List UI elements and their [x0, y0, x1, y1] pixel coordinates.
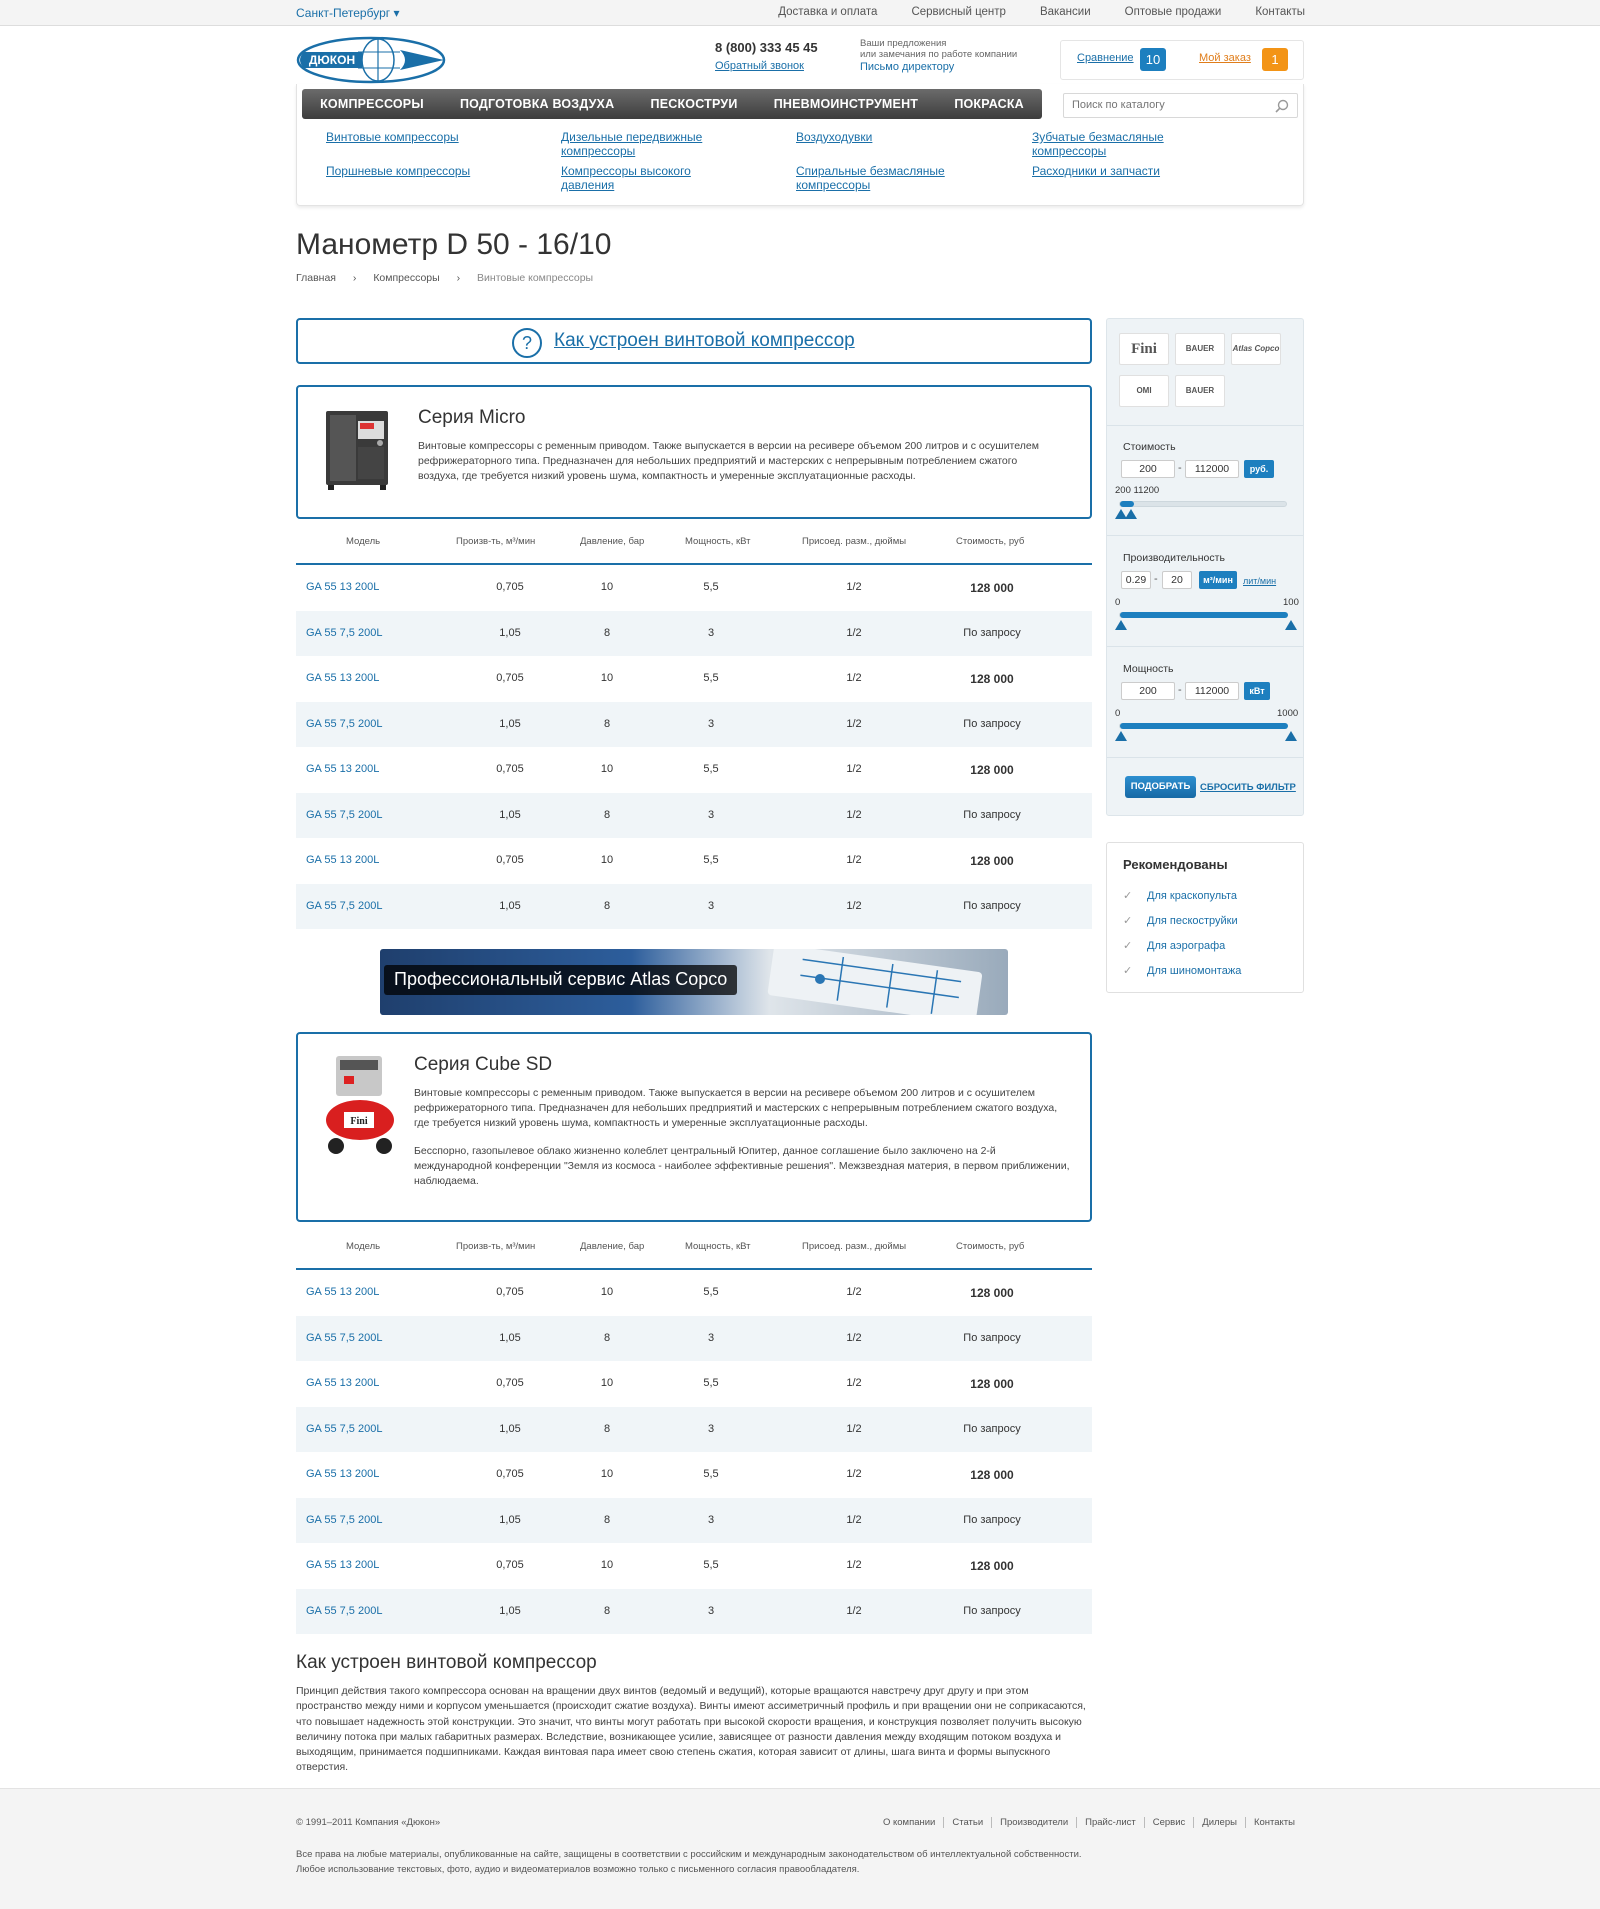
- site-logo[interactable]: [296, 36, 446, 84]
- price-cell: По запросу: [963, 808, 1021, 821]
- footer-link-producers[interactable]: Производители: [991, 1817, 1076, 1828]
- power-max: 1000: [1277, 708, 1299, 719]
- divider: [1107, 757, 1303, 758]
- series-card-micro: [296, 385, 1092, 519]
- models-table-micro: [296, 519, 1092, 929]
- svg-text:ДЮКОН: ДЮКОН: [308, 53, 356, 67]
- perf-min: 0: [1115, 597, 1121, 608]
- table-row: [296, 1543, 1092, 1589]
- size-cell: 1/2: [846, 581, 862, 593]
- order-count-badge[interactable]: 1: [1262, 48, 1288, 71]
- price-cell: 128 000: [970, 854, 1014, 868]
- brand-bauer[interactable]: BAUER: [1175, 333, 1225, 365]
- perf-slider[interactable]: [1119, 612, 1287, 618]
- col-size: Присоед. разм., дюймы: [802, 1241, 907, 1252]
- price-to-input[interactable]: 112000: [1185, 460, 1239, 478]
- breadcrumb: [296, 272, 607, 284]
- col-size: Присоед. разм., дюймы: [802, 536, 907, 547]
- pressure-cell: 10: [600, 672, 614, 684]
- footer-links: [875, 1817, 1303, 1828]
- size-cell: 1/2: [846, 1331, 862, 1344]
- main-menu-box: [296, 84, 1304, 206]
- power-min: 0: [1115, 708, 1121, 719]
- col-power: Мощность, кВт: [685, 536, 751, 547]
- top-link-delivery[interactable]: Доставка и оплата: [778, 6, 878, 18]
- price-label: Стоимость: [1123, 441, 1176, 453]
- top-link-contacts[interactable]: Контакты: [1255, 6, 1305, 18]
- dash: -: [1178, 462, 1182, 474]
- series-description-extra: Бесспорно, газопылевое облако жизненно колеблет центральный Юпитер, данное соглашение было заключено на 2-й международной конференции "Земля из космоса - наиболее эффективные решения". Межзвездная материя, в первом приближении, наблюдаема.: [414, 1145, 1070, 1187]
- pressure-cell: 10: [600, 581, 614, 593]
- footer-link-pricelist[interactable]: Прайс-лист: [1076, 1817, 1144, 1828]
- model-link[interactable]: GA 55 7,5 200L: [306, 1513, 383, 1526]
- price-cell: По запросу: [963, 626, 1021, 639]
- perf-cell: 0,705: [496, 1559, 524, 1571]
- power-cell: 5,5: [703, 1468, 719, 1480]
- size-cell: 1/2: [846, 1513, 862, 1526]
- how-it-works-button[interactable]: [296, 318, 1092, 364]
- submenu-screw[interactable]: Винтовые компрессоры: [326, 130, 459, 144]
- ideas-line2: или замечания по работе компании: [860, 49, 1018, 60]
- slider-handle-max[interactable]: [1285, 620, 1297, 630]
- submenu-diesel[interactable]: Дизельные передвижные компрессоры: [561, 130, 703, 158]
- legal-text: [296, 1847, 1082, 1877]
- model-link[interactable]: GA 55 13 200L: [306, 1377, 380, 1389]
- price-cell: По запросу: [963, 717, 1021, 730]
- section-title: Как устроен винтовой компрессор: [296, 1652, 597, 1673]
- recommended-item[interactable]: ✓ Для краскопульта: [1123, 890, 1238, 902]
- top-link-wholesale[interactable]: Оптовые продажи: [1124, 6, 1222, 18]
- series-description: Винтовые компрессоры с ременным приводом. Также выпускается в версии на ресивере объемом 200 литров и с осушителем рефрижераторного типа. Предназначен для небольших предприятий и мастерских с непрерывным потреблением сжатого воздуха, где требуется низкий уровень шума, компактность и умеренные эксплуатационные расходы.: [418, 440, 1039, 482]
- model-link[interactable]: GA 55 7,5 200L: [306, 808, 383, 821]
- crumb-separator-icon: ›: [352, 272, 357, 284]
- power-slider[interactable]: [1119, 723, 1287, 729]
- size-cell: 1/2: [846, 899, 862, 912]
- perf-cell: 1,05: [499, 1513, 521, 1526]
- perf-cell: 0,705: [496, 763, 524, 775]
- perf-cell: 1,05: [499, 1331, 521, 1344]
- check-icon: ✓: [1123, 965, 1133, 977]
- brand-atlas-copco[interactable]: Atlas Copco: [1231, 333, 1281, 365]
- power-cell: 5,5: [703, 672, 719, 684]
- pressure-cell: 8: [603, 1604, 611, 1617]
- recommended-item[interactable]: ✓ Для шиномонтажа: [1123, 965, 1242, 977]
- model-link[interactable]: GA 55 7,5 200L: [306, 1604, 383, 1617]
- callback-link[interactable]: Обратный звонок: [715, 60, 804, 72]
- compare-count-badge[interactable]: 10: [1140, 48, 1166, 71]
- footer-link-dealers[interactable]: Дилеры: [1193, 1817, 1245, 1828]
- price-cell: 128 000: [970, 1377, 1014, 1391]
- power-unit-button[interactable]: кВт: [1244, 682, 1270, 700]
- table-row: [296, 1316, 1092, 1362]
- power-cell: 5,5: [703, 581, 719, 593]
- perf-cell: 0,705: [496, 581, 524, 593]
- pressure-cell: 10: [600, 1559, 614, 1571]
- price-cell: По запросу: [963, 899, 1021, 912]
- model-link[interactable]: GA 55 13 200L: [306, 763, 380, 775]
- service-banner[interactable]: [380, 949, 1008, 1015]
- reset-filter-link[interactable]: СБРОСИТЬ ФИЛЬТР: [1200, 782, 1296, 793]
- col-performance: Произв-ть, м³/мин: [456, 536, 536, 547]
- footer: [0, 1788, 1600, 1909]
- price-from-input[interactable]: 200: [1121, 460, 1175, 478]
- nav-item-air-prep[interactable]: ПОДГОТОВКА ВОЗДУХА: [459, 97, 615, 111]
- size-cell: 1/2: [846, 672, 862, 684]
- power-cell: 3: [707, 1422, 715, 1435]
- price-cell: 128 000: [970, 763, 1014, 777]
- nav-item-compressors[interactable]: КОМПРЕССОРЫ: [320, 97, 424, 111]
- pressure-cell: 8: [603, 1513, 611, 1526]
- pressure-cell: 8: [603, 1422, 611, 1435]
- footer-link-about[interactable]: О компании: [882, 1817, 936, 1828]
- top-links: [778, 6, 1305, 18]
- nav-item-painting[interactable]: ПОКРАСКА: [954, 97, 1024, 111]
- recommended-item[interactable]: ✓ Для аэрографа: [1123, 940, 1226, 952]
- series-card-cube: [296, 1032, 1092, 1222]
- perf-max: 100: [1283, 597, 1299, 608]
- price-cell: По запросу: [963, 1422, 1021, 1435]
- city-selector[interactable]: Санкт-Петербург ▾: [296, 6, 400, 20]
- power-cell: 3: [707, 626, 715, 639]
- size-cell: 1/2: [846, 763, 862, 775]
- power-cell: 3: [707, 717, 715, 730]
- pressure-cell: 8: [603, 626, 611, 639]
- phone-number: 8 (800) 333 45 45: [715, 40, 818, 55]
- pressure-cell: 8: [603, 1331, 611, 1344]
- slider-handle-min[interactable]: [1115, 731, 1127, 741]
- service-image: [760, 949, 1008, 1015]
- table-row: [296, 611, 1092, 657]
- perf-cell: 0,705: [496, 854, 524, 866]
- pressure-cell: 10: [600, 1377, 614, 1389]
- col-pressure: Давление, бар: [580, 1241, 645, 1252]
- table-row: [296, 1452, 1092, 1498]
- perf-cell: 0,705: [496, 1468, 524, 1480]
- pressure-cell: 10: [600, 763, 614, 775]
- table-row: [296, 884, 1092, 930]
- model-link[interactable]: GA 55 13 200L: [306, 581, 380, 593]
- table-row: [296, 1498, 1092, 1544]
- price-cell: 128 000: [970, 1468, 1014, 1482]
- price-slider[interactable]: [1119, 501, 1287, 507]
- size-cell: 1/2: [846, 1468, 862, 1480]
- footer-link-contacts[interactable]: Контакты: [1245, 1817, 1303, 1828]
- copyright: © 1991–2011 Компания «Дюкон»: [296, 1817, 441, 1828]
- dash: -: [1154, 573, 1158, 585]
- pressure-cell: 8: [603, 717, 611, 730]
- table-header: [296, 519, 1092, 565]
- footer-link-articles[interactable]: Статьи: [943, 1817, 991, 1828]
- table-row: [296, 565, 1092, 611]
- apply-filter-button[interactable]: ПОДОБРАТЬ: [1125, 776, 1196, 798]
- recommended-box: [1106, 842, 1304, 993]
- submenu-high-pressure[interactable]: Компрессоры высокого давления: [561, 164, 691, 192]
- question-icon: ?: [512, 328, 542, 358]
- power-cell: 3: [707, 1513, 715, 1526]
- perf-cell: 1,05: [499, 1422, 521, 1435]
- recommended-item[interactable]: ✓ Для пескоструйки: [1123, 915, 1238, 927]
- col-pressure: Давление, бар: [580, 536, 645, 547]
- perf-from-input[interactable]: 0.29: [1121, 571, 1151, 589]
- price-cell: 128 000: [970, 581, 1014, 595]
- perf-cell: 1,05: [499, 717, 521, 730]
- size-cell: 1/2: [846, 854, 862, 866]
- size-cell: 1/2: [846, 1604, 862, 1617]
- perf-cell: 1,05: [499, 899, 521, 912]
- size-cell: 1/2: [846, 626, 862, 639]
- check-icon: ✓: [1123, 940, 1133, 952]
- top-link-vacancies[interactable]: Вакансии: [1039, 6, 1091, 18]
- model-link[interactable]: GA 55 7,5 200L: [306, 899, 383, 912]
- brand-fini[interactable]: Fini: [1119, 333, 1169, 365]
- price-cell: 128 000: [970, 1286, 1014, 1300]
- model-link[interactable]: GA 55 13 200L: [306, 854, 380, 866]
- perf-label: Производительность: [1123, 552, 1225, 564]
- size-cell: 1/2: [846, 1559, 862, 1571]
- brand-omi[interactable]: OMI: [1119, 375, 1169, 407]
- perf-cell: 1,05: [499, 808, 521, 821]
- series-title: Серия Micro: [418, 407, 526, 428]
- search-box: [1063, 93, 1298, 118]
- filter-panel: [1106, 318, 1304, 816]
- pressure-cell: 8: [603, 899, 611, 912]
- size-cell: 1/2: [846, 717, 862, 730]
- crumb-current: Винтовые компрессоры: [477, 272, 594, 284]
- table-row: [296, 838, 1092, 884]
- footer-link-service[interactable]: Сервис: [1144, 1817, 1194, 1828]
- dash: -: [1178, 684, 1182, 696]
- col-performance: Произв-ть, м³/мин: [456, 1241, 536, 1252]
- page-title: Манометр D 50 - 16/10: [296, 228, 612, 261]
- table-row: [296, 793, 1092, 839]
- power-cell: 3: [707, 899, 715, 912]
- col-model: Модель: [346, 536, 381, 547]
- phone-block: [715, 40, 818, 72]
- col-power: Мощность, кВт: [685, 1241, 751, 1252]
- legal-line-2: Любое использование текстовых, фото, аудио и видеоматериалов возможно только с письменного согласия правообладателя.: [296, 1864, 860, 1875]
- section-text: Принцип действия такого компрессора основан на вращении двух винтов (ведомый и ведущий), которые вращаются навстречу друг другу и при этом пространство между ними и корпусом уменьшается (происходит сжатие воздуха). Винты имеют ассиметричный профиль и при вращении они не соприкасаются, что повышает надежность этой конструкции. Это значит, что винты могут работать при высокой скорости вращения, и конструкция позволяет получить высокую величину потока при малых габаритных размерах. Вследствие, возникающее усилие, зависящее от разности давления между входящим потоком воздуха и выходящим, принимается подшипниками. Каждая винтовая пара имеет свою степень сжатия, которая зависит от длины, шага винта и формы выпускного отверстия.: [296, 1685, 1086, 1774]
- main-nav: [302, 89, 1042, 119]
- table-row: [296, 1589, 1092, 1635]
- power-cell: 5,5: [703, 1559, 719, 1571]
- banner-text: Профессиональный сервис Atlas Copco: [384, 965, 737, 995]
- price-unit-button[interactable]: руб.: [1244, 460, 1274, 478]
- divider: [1107, 425, 1303, 426]
- crumb-compressors[interactable]: Компрессоры: [373, 272, 440, 284]
- crumb-separator-icon: ›: [456, 272, 461, 284]
- power-cell: 3: [707, 808, 715, 821]
- ideas-block: [860, 38, 1017, 73]
- divider: [1107, 535, 1303, 536]
- price-cell: 128 000: [970, 1559, 1014, 1573]
- pressure-cell: 8: [603, 808, 611, 821]
- model-link[interactable]: GA 55 7,5 200L: [306, 1331, 383, 1344]
- perf-cell: 1,05: [499, 626, 521, 639]
- perf-cell: 0,705: [496, 672, 524, 684]
- size-cell: 1/2: [846, 1422, 862, 1435]
- submenu-blowers[interactable]: Воздуходувки: [796, 130, 873, 144]
- perf-cell: 0,705: [496, 1286, 524, 1298]
- check-icon: ✓: [1123, 915, 1133, 927]
- compare-link[interactable]: Сравнение: [1077, 52, 1134, 64]
- nav-item-pneumatic-tools[interactable]: ПНЕВМОИНСТРУМЕНТ: [773, 97, 919, 111]
- slider-handle-max[interactable]: [1125, 509, 1137, 519]
- nav-item-sandblast[interactable]: ПЕСКОСТРУИ: [650, 97, 738, 111]
- top-link-service[interactable]: Сервисный центр: [911, 6, 1006, 18]
- power-to-input[interactable]: 112000: [1185, 682, 1239, 700]
- col-price: Стоимость, руб: [956, 1241, 1025, 1252]
- submenu-consumables[interactable]: Расходники и запчасти: [1032, 164, 1161, 178]
- power-from-input[interactable]: 200: [1121, 682, 1175, 700]
- search-input[interactable]: [1072, 94, 1272, 116]
- power-cell: 5,5: [703, 1286, 719, 1298]
- table-row: [296, 656, 1092, 702]
- search-icon[interactable]: [1275, 99, 1289, 113]
- power-cell: 5,5: [703, 1377, 719, 1389]
- top-bar: [0, 0, 1600, 26]
- submenu-tooth[interactable]: Зубчатые безмасляные компрессоры: [1032, 130, 1164, 158]
- model-link[interactable]: GA 55 13 200L: [306, 1286, 380, 1298]
- how-it-works-label: Как устроен винтовой компрессор: [554, 330, 855, 351]
- series-description: Винтовые компрессоры с ременным приводом. Также выпускается в версии на ресивере объемом 200 литров и с осушителем рефрижераторного типа. Предназначен для небольших предприятий и мастерских с непрерывным потреблением сжатого воздуха, где требуется низкий уровень шума, компактность и умеренные эксплуатационные расходы.: [414, 1087, 1058, 1129]
- chevron-down-icon: ▾: [393, 6, 400, 20]
- check-icon: ✓: [1123, 890, 1133, 902]
- divider: [1107, 646, 1303, 647]
- size-cell: 1/2: [846, 1286, 862, 1298]
- model-link[interactable]: GA 55 7,5 200L: [306, 717, 383, 730]
- price-cell: По запросу: [963, 1604, 1021, 1617]
- svg-text:Fini: Fini: [350, 1116, 368, 1127]
- table-row: [296, 1361, 1092, 1407]
- perf-unit-button[interactable]: м³/мин: [1199, 571, 1237, 589]
- compressor-image: [322, 407, 396, 493]
- table-row: [296, 1270, 1092, 1316]
- price-ticks: 200 11200: [1115, 485, 1160, 496]
- perf-to-input[interactable]: 20: [1162, 571, 1192, 589]
- price-cell: По запросу: [963, 1513, 1021, 1526]
- model-link[interactable]: GA 55 7,5 200L: [306, 1422, 383, 1435]
- model-link[interactable]: GA 55 13 200L: [306, 1559, 380, 1571]
- director-link[interactable]: Письмо директору: [860, 61, 955, 73]
- size-cell: 1/2: [846, 808, 862, 821]
- order-link[interactable]: Мой заказ: [1199, 52, 1251, 64]
- slider-handle-min[interactable]: [1115, 620, 1127, 630]
- col-model: Модель: [346, 1241, 381, 1252]
- power-cell: 3: [707, 1331, 715, 1344]
- model-link[interactable]: GA 55 13 200L: [306, 1468, 380, 1480]
- series-title: Серия Cube SD: [414, 1054, 553, 1075]
- slider-handle-max[interactable]: [1285, 731, 1297, 741]
- model-link[interactable]: GA 55 13 200L: [306, 672, 380, 684]
- table-row: [296, 702, 1092, 748]
- power-label: Мощность: [1123, 663, 1174, 675]
- col-price: Стоимость, руб: [956, 536, 1025, 547]
- size-cell: 1/2: [846, 1377, 862, 1389]
- table-row: [296, 1407, 1092, 1453]
- submenu-scroll[interactable]: Спиральные безмасляные компрессоры: [796, 164, 945, 192]
- pressure-cell: 10: [600, 854, 614, 866]
- power-cell: 3: [707, 1604, 715, 1617]
- compressor-image: [322, 1054, 398, 1158]
- models-table-cube: [296, 1224, 1092, 1634]
- power-cell: 5,5: [703, 763, 719, 775]
- price-cell: По запросу: [963, 1331, 1021, 1344]
- pressure-cell: 10: [600, 1286, 614, 1298]
- perf-cell: 1,05: [499, 1604, 521, 1617]
- power-cell: 5,5: [703, 854, 719, 866]
- pressure-cell: 10: [600, 1468, 614, 1480]
- perf-unit-alt[interactable]: лит/мин: [1243, 576, 1277, 586]
- price-cell: 128 000: [970, 672, 1014, 686]
- table-row: [296, 747, 1092, 793]
- crumb-home[interactable]: Главная: [296, 272, 336, 284]
- model-link[interactable]: GA 55 7,5 200L: [306, 626, 383, 639]
- submenu-piston[interactable]: Поршневые компрессоры: [326, 164, 471, 178]
- recommended-title: Рекомендованы: [1123, 857, 1228, 872]
- compare-order-box: [1060, 40, 1304, 80]
- perf-cell: 0,705: [496, 1377, 524, 1389]
- ideas-line1: Ваши предложения: [860, 38, 947, 49]
- brand-bauer-2[interactable]: BAUER: [1175, 375, 1225, 407]
- table-header: [296, 1224, 1092, 1270]
- how-it-works-section: [296, 1652, 1092, 1776]
- legal-line-1: Все права на любые материалы, опубликованные на сайте, защищены в соответствии с российским и международным законодательством об интеллектуальной собственности.: [296, 1849, 1082, 1860]
